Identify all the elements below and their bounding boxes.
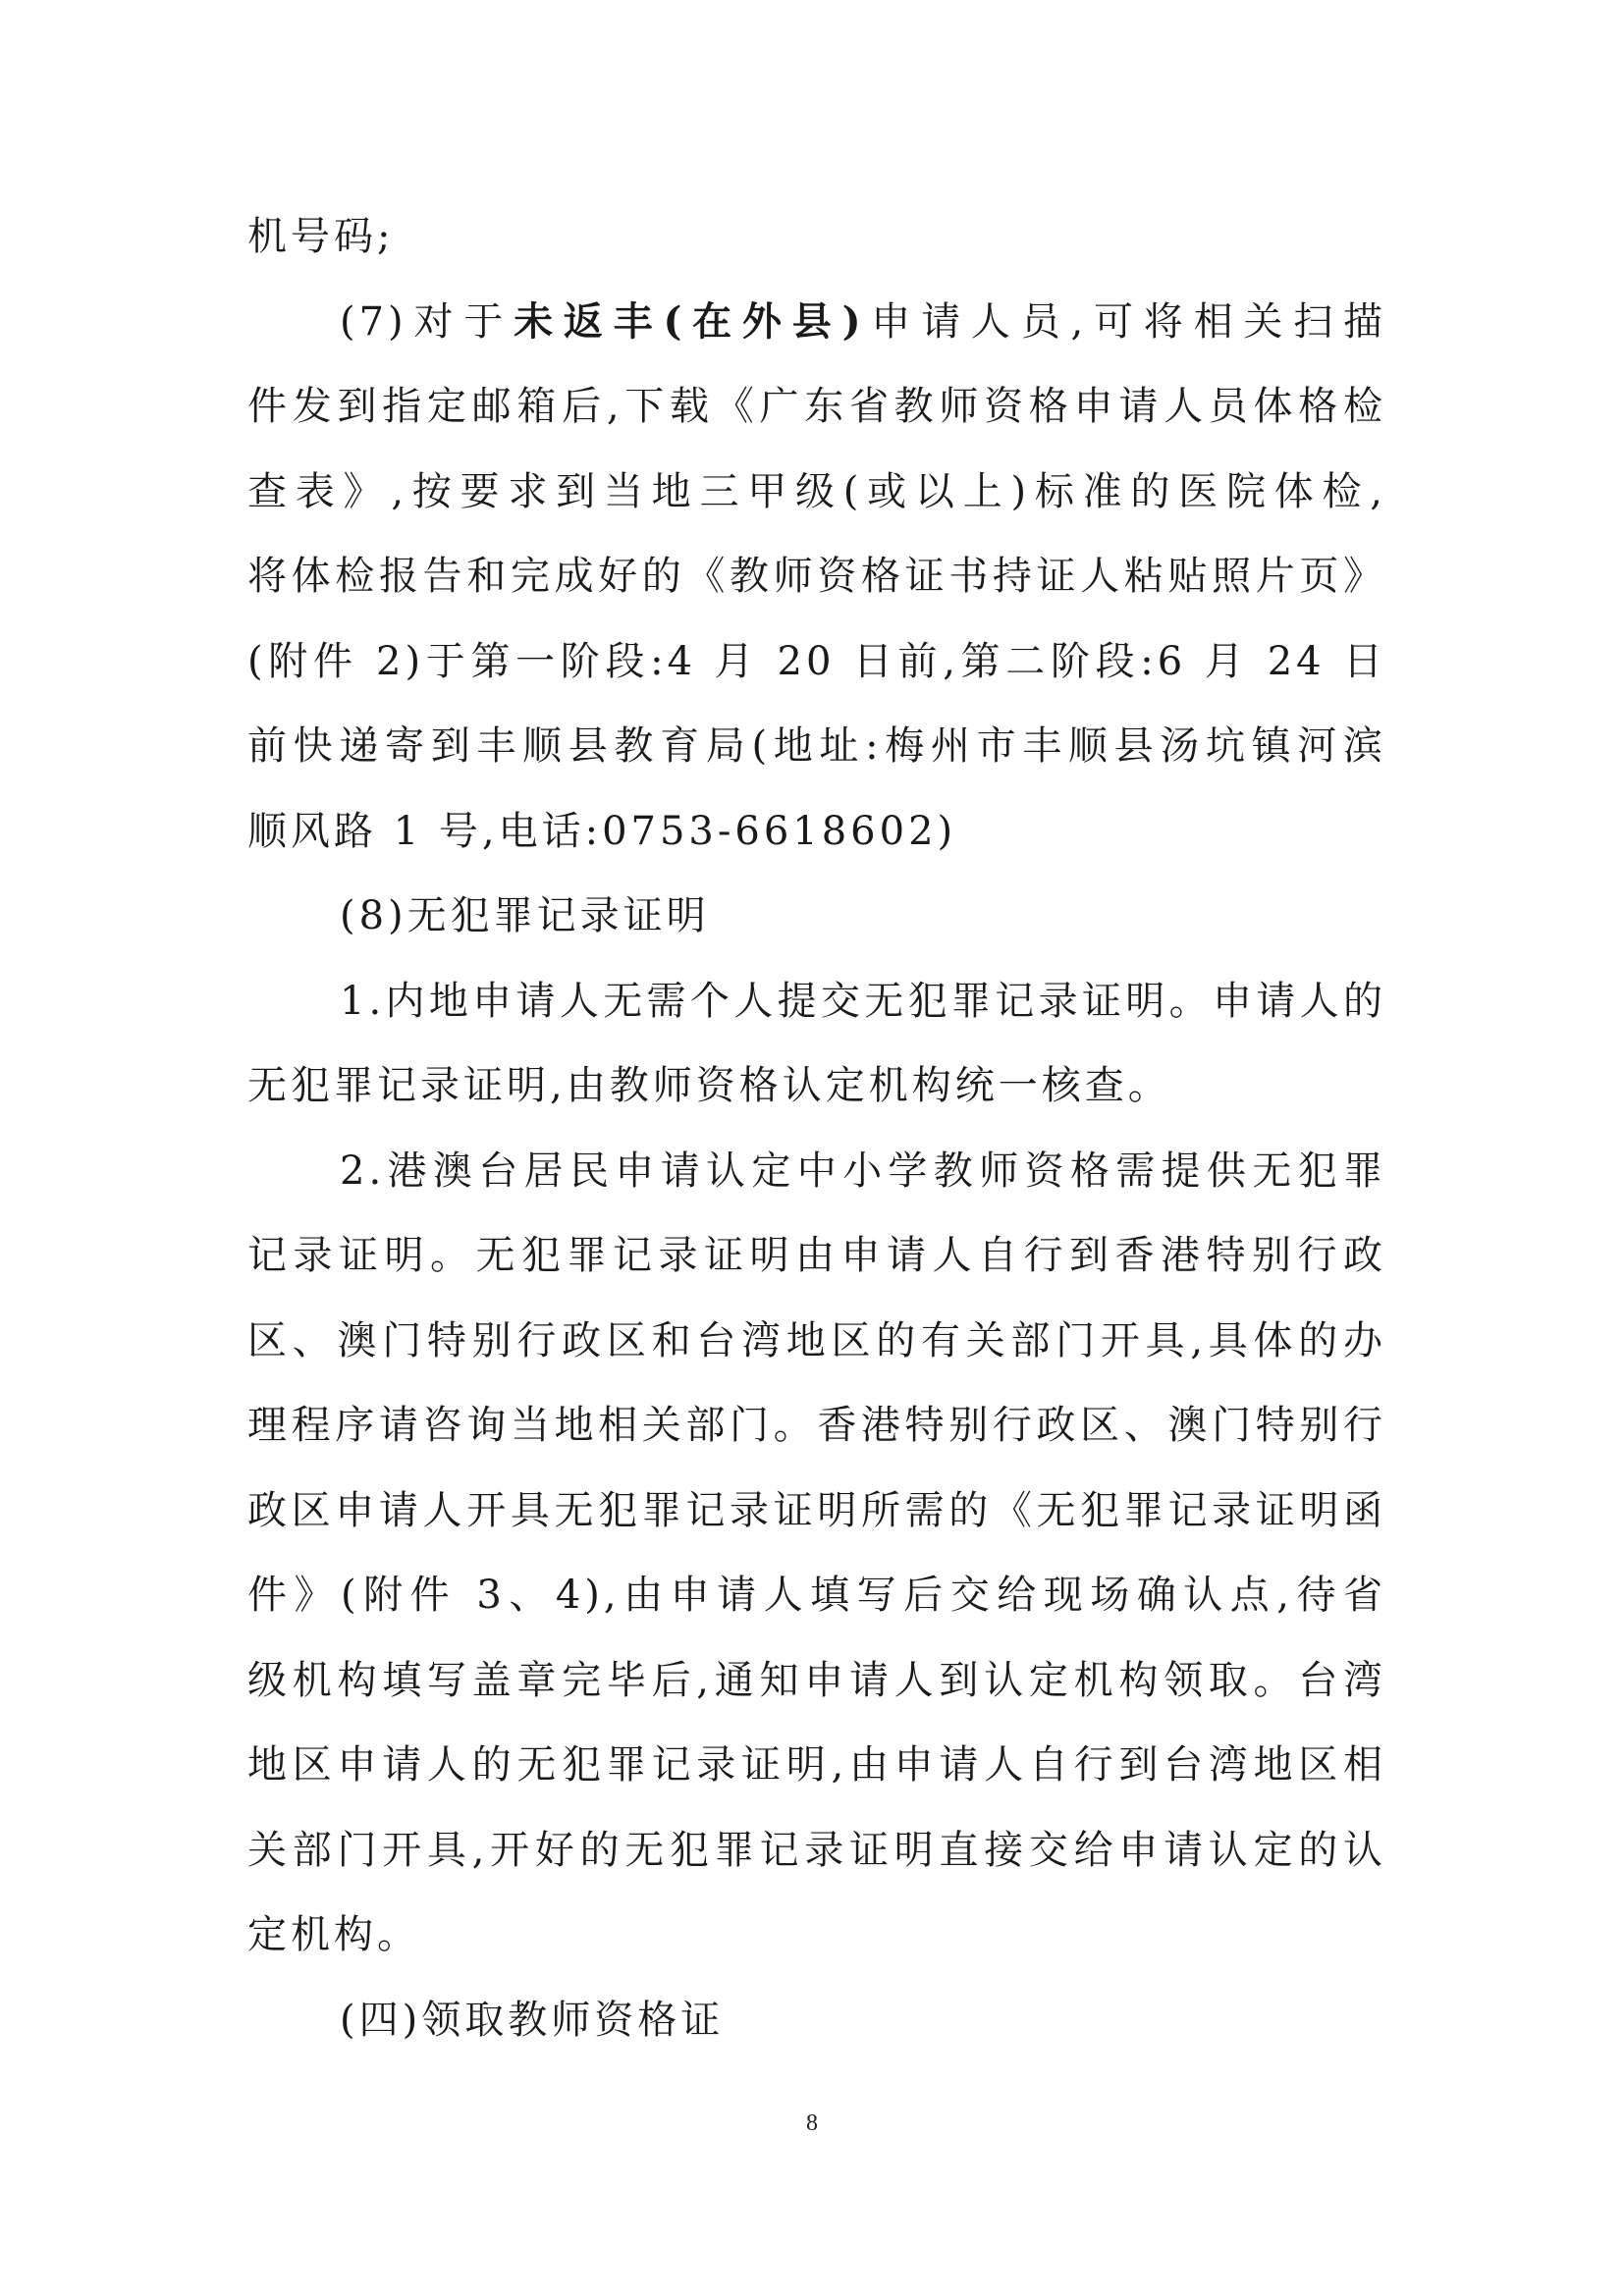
- section-heading: (四)领取教师资格证: [340, 1997, 725, 2043]
- text-line: 将体检报告和完成好的《教师资格证书持证人粘贴照片页》: [247, 554, 1386, 599]
- text-line: (8)无犯罪记录证明: [340, 893, 710, 938]
- text-line: 件发到指定邮箱后,下载《广东省教师资格申请人员体格检: [247, 384, 1386, 429]
- text-line: 2.港澳台居民申请认定中小学教师资格需提供无犯罪: [340, 1148, 1386, 1194]
- text-line: 关部门开具,开好的无犯罪记录证明直接交给申请认定的认: [247, 1827, 1386, 1873]
- text-line: 定机构。: [247, 1912, 420, 1957]
- text-line: [247, 280, 1386, 365]
- text-line: 1.内地申请人无需个人提交无犯罪记录证明。申请人的: [340, 978, 1386, 1024]
- text-line: 件》(附件 3、4),由申请人填写后交给现场确认点,待省: [247, 1573, 1386, 1618]
- text-line: 无犯罪记录证明,由教师资格认定机构统一核查。: [247, 1063, 1171, 1108]
- text-line: 理程序请咨询当地相关部门。香港特别行政区、澳门特别行: [247, 1403, 1386, 1448]
- text-line: 顺风路 1 号,电话:0753-6618602): [247, 808, 957, 854]
- text-line: 政区申请人开具无犯罪记录证明所需的《无犯罪记录证明函: [247, 1487, 1386, 1533]
- text-line: 地区申请人的无犯罪记录证明,由申请人自行到台湾地区相: [247, 1742, 1386, 1788]
- text-line: 区、澳门特别行政区和台湾地区的有关部门开具,具体的办: [247, 1317, 1386, 1363]
- text-span: (7)对于: [340, 298, 514, 345]
- text-line: (附件 2)于第一阶段:4 月 20 日前,第二阶段:6 月 24 日: [247, 638, 1386, 684]
- text-span: 申请人员,可将相关扫描: [864, 298, 1386, 345]
- text-line: 机号码;: [247, 214, 395, 259]
- page-number: 8: [806, 2110, 818, 2136]
- emphasis-text: 未返丰(在外县): [514, 297, 865, 345]
- text-line: 查表》,按要求到当地三甲级(或以上)标准的医院体检,: [247, 468, 1386, 514]
- text-line: 记录证明。无犯罪记录证明由申请人自行到香港特别行政: [247, 1233, 1386, 1278]
- body-text: [247, 194, 1386, 2062]
- text-line: 级机构填写盖章完毕后,通知申请人到认定机构领取。台湾: [247, 1657, 1386, 1703]
- text-line: 前快递寄到丰顺县教育局(地址:梅州市丰顺县汤坑镇河滨: [247, 723, 1386, 769]
